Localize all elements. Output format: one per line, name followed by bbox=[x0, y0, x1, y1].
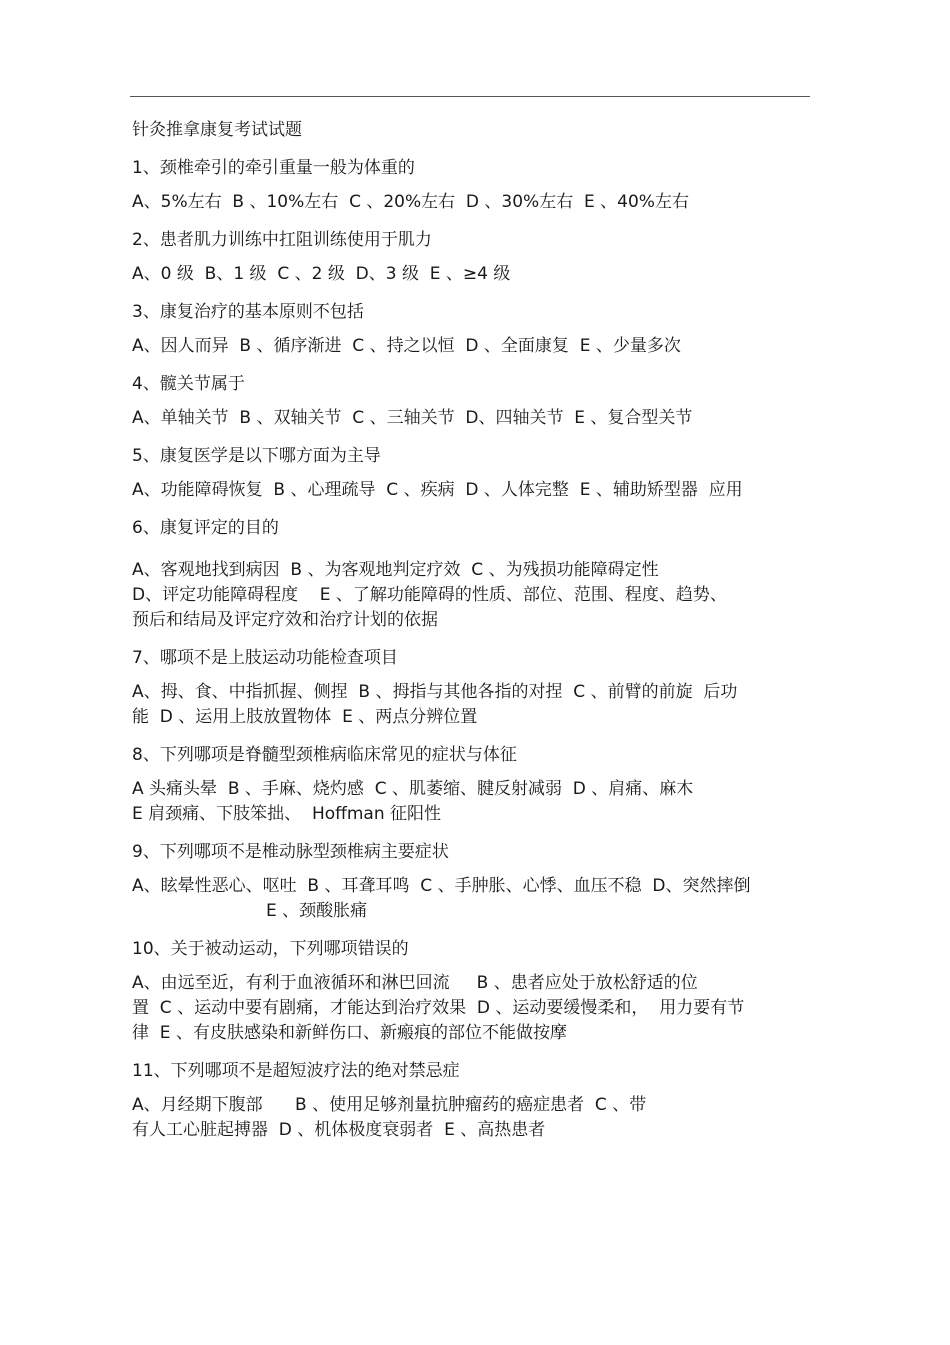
question-8 bbox=[132, 743, 808, 827]
answer-options: A、单轴关节 B 、双轴关节 C 、三轴关节 D、四轴关节 E 、复合型关节 bbox=[132, 408, 693, 428]
question-10 bbox=[132, 937, 808, 1046]
answer-options: A、0 级 B、1 级 C 、2 级 D、3 级 E 、≥4 级 bbox=[132, 264, 511, 284]
answer-options-line-3: 预后和结局及评定疗效和治疗计划的依据 bbox=[132, 610, 438, 630]
answer-options: A、功能障碍恢复 B 、心理疏导 C 、疾病 D 、人体完整 E 、辅助矫型器 应用 bbox=[132, 480, 743, 500]
question-5 bbox=[132, 444, 808, 503]
answer-options-line-2: 能 D 、运用上肢放置物体 E 、两点分辨位置 bbox=[132, 707, 478, 727]
question-text: 8、下列哪项是脊髓型颈椎病临床常见的症状与体征 bbox=[132, 745, 517, 765]
answer-options: A、因人而异 B 、循序渐进 C 、持之以恒 D 、全面康复 E 、少量多次 bbox=[132, 336, 681, 356]
answer-options-line-2: E 肩颈痛、下肢笨拙、 Hoffman 征阳性 bbox=[132, 804, 442, 824]
document-body bbox=[132, 118, 808, 1156]
question-3 bbox=[132, 300, 808, 359]
answer-options-line-1: A、月经期下腹部 B 、使用足够剂量抗肿瘤药的癌症患者 C 、带 bbox=[132, 1095, 647, 1115]
answer-options-line-1: A、客观地找到病因 B 、为客观地判定疗效 C 、为残损功能障碍定性 bbox=[132, 560, 659, 580]
answer-options-line-2: 置 C 、运动中要有剧痛，才能达到治疗效果 D 、运动要缓慢柔和， 用力要有节 bbox=[132, 998, 745, 1018]
question-9 bbox=[132, 840, 808, 924]
question-text: 6、康复评定的目的 bbox=[132, 518, 279, 538]
question-1 bbox=[132, 156, 808, 215]
header-rule bbox=[130, 96, 810, 97]
document-title: 针灸推拿康复考试试题 bbox=[132, 120, 302, 140]
answer-options-line-1: A、由远至近，有利于血液循环和淋巴回流 B 、患者应处于放松舒适的位 bbox=[132, 973, 698, 993]
question-text: 10、关于被动运动，下列哪项错误的 bbox=[132, 939, 409, 959]
answer-options-line-2: D、评定功能障碍程度 E 、了解功能障碍的性质、部位、范围、程度、趋势、 bbox=[132, 585, 727, 605]
question-11 bbox=[132, 1059, 808, 1143]
answer-options-line-3: 律 E 、有皮肤感染和新鲜伤口、新瘢痕的部位不能做按摩 bbox=[132, 1023, 567, 1043]
answer-options-line-1: A 头痛头晕 B 、手麻、烧灼感 C 、肌萎缩、腱反射减弱 D 、肩痛、麻木 bbox=[132, 779, 694, 799]
question-text: 1、颈椎牵引的牵引重量一般为体重的 bbox=[132, 158, 415, 178]
answer-options-line-1: A、拇、食、中指抓握、侧捏 B 、拇指与其他各指的对捏 C 、前臂的前旋 后功 bbox=[132, 682, 738, 702]
question-text: 11、下列哪项不是超短波疗法的绝对禁忌症 bbox=[132, 1061, 460, 1081]
question-text: 5、康复医学是以下哪方面为主导 bbox=[132, 446, 381, 466]
question-text: 9、下列哪项不是椎动脉型颈椎病主要症状 bbox=[132, 842, 449, 862]
question-text: 7、哪项不是上肢运动功能检查项目 bbox=[132, 648, 398, 668]
question-6 bbox=[132, 516, 808, 633]
question-2 bbox=[132, 228, 808, 287]
answer-options-line-2: E 、颈酸胀痛 bbox=[266, 901, 368, 921]
answer-options-line-1: A、眩晕性恶心、呕吐 B 、耳聋耳鸣 C 、手肿胀、心悸、血压不稳 D、突然摔倒 bbox=[132, 876, 751, 896]
question-4 bbox=[132, 372, 808, 431]
question-7 bbox=[132, 646, 808, 730]
answer-options: A、5%左右 B 、10%左右 C 、20%左右 D 、30%左右 E 、40%左右 bbox=[132, 192, 689, 212]
question-text: 2、患者肌力训练中扛阻训练使用于肌力 bbox=[132, 230, 432, 250]
question-text: 4、髋关节属于 bbox=[132, 374, 245, 394]
question-text: 3、康复治疗的基本原则不包括 bbox=[132, 302, 364, 322]
answer-options-line-2: 有人工心脏起搏器 D 、机体极度衰弱者 E 、高热患者 bbox=[132, 1120, 546, 1140]
